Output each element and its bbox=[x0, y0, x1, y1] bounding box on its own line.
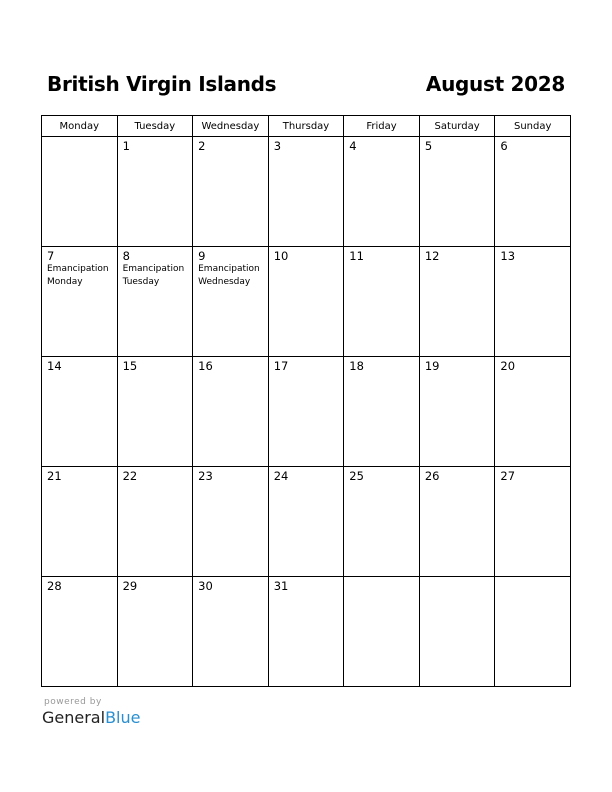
day-number: 21 bbox=[47, 469, 62, 483]
brand-blue-text: Blue bbox=[105, 708, 141, 727]
calendar-country-title: British Virgin Islands bbox=[47, 72, 277, 96]
calendar-day-cell bbox=[193, 137, 269, 247]
day-number: 31 bbox=[273, 579, 289, 593]
calendar-day-cell bbox=[117, 247, 193, 357]
holiday-label: Emancipation Monday bbox=[47, 264, 109, 287]
day-number: 18 bbox=[349, 359, 364, 373]
calendar-day-cell bbox=[42, 137, 118, 247]
calendar-day-cell bbox=[419, 577, 495, 687]
day-number: 24 bbox=[273, 469, 289, 483]
day-number: 25 bbox=[349, 469, 364, 483]
calendar-day-cell bbox=[495, 577, 571, 687]
weekday-header: Thursday bbox=[268, 116, 344, 137]
powered-by-label: powered by bbox=[44, 697, 102, 707]
calendar-day-cell bbox=[495, 357, 571, 467]
day-number: 10 bbox=[273, 249, 289, 263]
calendar-day-cell bbox=[419, 137, 495, 247]
calendar-day-cell bbox=[419, 357, 495, 467]
weekday-header: Sunday bbox=[495, 116, 571, 137]
day-number: 30 bbox=[198, 579, 213, 593]
calendar-day-cell bbox=[268, 247, 344, 357]
day-number: 27 bbox=[500, 469, 516, 483]
calendar-day-cell bbox=[344, 467, 420, 577]
calendar-day-cell bbox=[42, 467, 118, 577]
day-number: 2 bbox=[198, 139, 206, 153]
calendar-day-cell bbox=[268, 467, 344, 577]
calendar-day-cell bbox=[268, 137, 344, 247]
calendar-day-cell bbox=[344, 247, 420, 357]
calendar-day-cell bbox=[495, 137, 571, 247]
day-number: 11 bbox=[349, 249, 364, 263]
day-number: 26 bbox=[424, 469, 440, 483]
calendar-day-cell bbox=[344, 577, 420, 687]
calendar-day-cell bbox=[117, 137, 193, 247]
day-number: 13 bbox=[500, 249, 516, 263]
day-number: 20 bbox=[500, 359, 516, 373]
calendar-week-row bbox=[42, 577, 571, 687]
calendar-day-cell bbox=[495, 467, 571, 577]
weekday-header: Saturday bbox=[419, 116, 495, 137]
calendar-day-cell bbox=[193, 357, 269, 467]
calendar-day-cell bbox=[268, 577, 344, 687]
day-number: 3 bbox=[273, 139, 282, 153]
day-number: 9 bbox=[198, 249, 206, 263]
day-number: 1 bbox=[122, 139, 130, 153]
calendar-day-cell bbox=[419, 467, 495, 577]
brand-general-text: General bbox=[42, 708, 106, 727]
day-number: 29 bbox=[122, 579, 138, 593]
calendar-week-row bbox=[42, 467, 571, 577]
calendar-day-cell bbox=[193, 467, 269, 577]
calendar-week-row bbox=[42, 137, 571, 247]
calendar-day-cell bbox=[268, 357, 344, 467]
day-number: 5 bbox=[424, 139, 433, 153]
day-number: 14 bbox=[47, 359, 62, 373]
calendar-day-cell bbox=[344, 357, 420, 467]
day-number: 23 bbox=[198, 469, 213, 483]
calendar-grid bbox=[41, 115, 571, 687]
day-number: 16 bbox=[198, 359, 213, 373]
weekday-header: Friday bbox=[344, 116, 420, 137]
calendar-day-cell bbox=[117, 357, 193, 467]
holiday-label: Emancipation Tuesday bbox=[122, 264, 185, 287]
calendar-month-title: August 2028 bbox=[425, 72, 565, 96]
day-number: 8 bbox=[122, 249, 130, 263]
calendar-day-cell bbox=[193, 577, 269, 687]
day-number: 7 bbox=[47, 249, 55, 263]
day-number: 22 bbox=[122, 469, 138, 483]
calendar-day-cell bbox=[42, 357, 118, 467]
weekday-header: Tuesday bbox=[117, 116, 193, 137]
calendar-day-cell bbox=[42, 247, 118, 357]
weekday-header: Monday bbox=[42, 116, 118, 137]
calendar-week-row bbox=[42, 247, 571, 357]
brand-logo bbox=[42, 708, 140, 727]
day-number: 28 bbox=[47, 579, 62, 593]
calendar-day-cell bbox=[117, 577, 193, 687]
calendar-day-cell bbox=[193, 247, 269, 357]
day-number: 4 bbox=[349, 139, 357, 153]
day-number: 17 bbox=[273, 359, 289, 373]
calendar-day-cell bbox=[117, 467, 193, 577]
weekday-header: Wednesday bbox=[193, 116, 269, 137]
calendar-week-row bbox=[42, 357, 571, 467]
holiday-label: Emancipation Wednesday bbox=[198, 264, 260, 287]
day-number: 19 bbox=[424, 359, 440, 373]
calendar-day-cell bbox=[419, 247, 495, 357]
day-number: 6 bbox=[500, 139, 508, 153]
calendar-day-cell bbox=[42, 577, 118, 687]
day-number: 15 bbox=[122, 359, 138, 373]
day-number: 12 bbox=[424, 249, 440, 263]
calendar-day-cell bbox=[495, 247, 571, 357]
calendar-day-cell bbox=[344, 137, 420, 247]
weekday-header-row bbox=[42, 116, 571, 137]
